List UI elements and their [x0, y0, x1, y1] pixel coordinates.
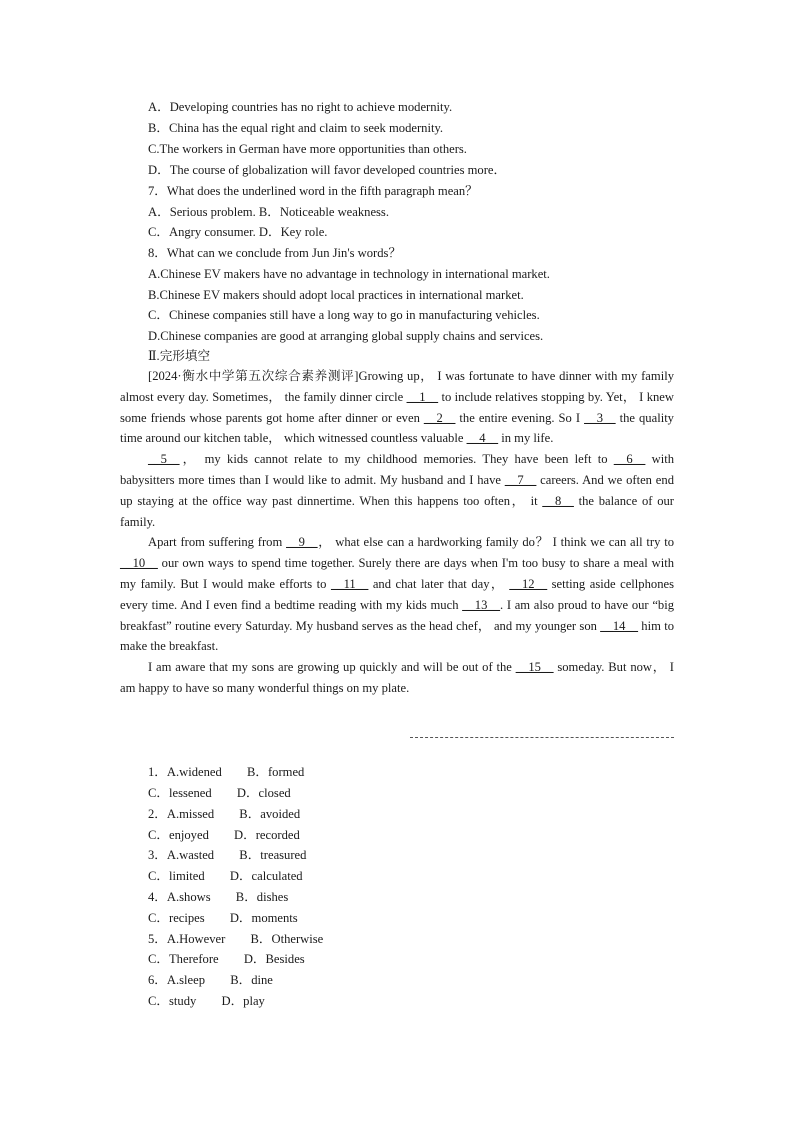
passage-text: I am aware that my sons are growing up quickly and will be out of the	[148, 660, 516, 675]
passage-text: [2024·衡水中学第五次综合素养测评]Growing up， I was fortunate to have dinner with my family almost every day. Sometimes， the family dinner circle	[120, 369, 674, 404]
cloze-option-line: 4．A.shows B．dishes	[148, 890, 289, 904]
passage-text: someday. But now， I am happy to have so many wonderful things on my plate.	[120, 660, 674, 695]
blank-7: __7__	[504, 472, 537, 487]
passage-paragraph-4	[120, 657, 674, 699]
blank-15: __15__	[515, 660, 554, 675]
question-8: 8．What can we conclude from Jun Jin's words？	[148, 246, 402, 260]
blank-5: __5__	[148, 452, 180, 467]
passage-text: with babysitters more times than I would like to admit. My husband and I have	[120, 452, 674, 487]
passage-text: and chat later that day，	[368, 576, 510, 591]
option-line: A．Developing countries has no right to achieve modernity.	[148, 100, 453, 114]
passage-text: ， what else can a hardworking family do？ I think we can all try to	[317, 535, 675, 550]
blank-3: __3__	[584, 410, 616, 425]
passage-text: setting aside cellphones every time. And I even find a bedtime reading with my kids much	[120, 576, 674, 612]
cloze-option-line: C．recipes D．moments	[148, 911, 298, 925]
option-line: C.The workers in German have more opportunities than others.	[148, 142, 467, 156]
option-line: C．Angry consumer. D．Key role.	[148, 225, 328, 239]
cloze-option-line: 1．A.widened B．formed	[148, 765, 305, 779]
blank-9: __9__	[286, 535, 318, 550]
cloze-option-line: C．study D．play	[148, 994, 265, 1008]
blank-12: __12__	[509, 576, 548, 591]
blank-14: __14__	[600, 618, 638, 633]
question-7: 7．What does the underlined word in the fifth paragraph mean？	[148, 184, 478, 198]
dashed-divider	[410, 737, 674, 738]
blank-2: __2__	[423, 410, 456, 425]
cloze-option-line: C．limited D．calculated	[148, 869, 303, 883]
blank-4: __4__	[466, 431, 499, 446]
option-line: A．Serious problem. B．Noticeable weakness.	[148, 205, 389, 219]
option-line: B.Chinese EV makers should adopt local practices in international market.	[148, 288, 524, 302]
passage-text: our own ways to spend time together. Surely there are days when I'm too busy to share a meal with my family. But I would make efforts to	[120, 556, 674, 591]
cloze-option-line: C．Therefore D．Besides	[148, 952, 305, 966]
cloze-option-line: 3．A.wasted B．treasured	[148, 848, 307, 862]
passage-text: the quality time around our kitchen table， which witnessed countless valuable	[120, 410, 674, 446]
blank-10: __10__	[120, 556, 158, 571]
cloze-option-line: C．lessened D．closed	[148, 786, 291, 800]
passage-text: in my life.	[498, 431, 554, 446]
passage-text: ， my kids cannot relate to my childhood memories. They have been left to	[179, 452, 614, 467]
passage-paragraph-1	[120, 366, 674, 449]
cloze-passage	[120, 366, 674, 699]
passage-text: the balance of our family.	[120, 493, 674, 529]
passage-text: him to make the breakfast.	[120, 618, 674, 654]
blank-6: __6__	[613, 452, 646, 467]
passage-text: Apart from suffering from	[148, 535, 287, 550]
section-title: Ⅱ.完形填空	[148, 349, 211, 363]
blank-8: __8__	[542, 493, 574, 508]
passage-text: . I am also proud to have our “big breakfast” routine every Saturday. My husband serves as the head chef， and my younger son	[120, 597, 674, 633]
cloze-option-line: 6．A.sleep B．dine	[148, 973, 273, 987]
option-line: D．The course of globalization will favor developed countries more．	[148, 163, 507, 177]
cloze-option-line: 5．A.However B．Otherwise	[148, 932, 324, 946]
passage-paragraph-2	[120, 449, 674, 532]
passage-paragraph-3	[120, 532, 674, 657]
passage-text: to include relatives stopping by. Yet， I knew some friends whose parents got home after dinner or even	[120, 389, 674, 425]
option-line: A.Chinese EV makers have no advantage in technology in international market.	[148, 267, 550, 281]
option-line: D.Chinese companies are good at arranging global supply chains and services.	[148, 329, 544, 343]
option-line: B．China has the equal right and claim to seek modernity.	[148, 121, 444, 135]
cloze-option-line: 2．A.missed B．avoided	[148, 807, 301, 821]
blank-13: __13__	[462, 597, 500, 612]
blank-1: __1__	[406, 389, 439, 404]
option-line: C．Chinese companies still have a long way to go in manufacturing vehicles.	[148, 308, 540, 322]
cloze-option-line: C．enjoyed D．recorded	[148, 828, 300, 842]
passage-text: careers. And we often end up staying at the office way past dinnertime. When this happens too often， it	[120, 472, 674, 508]
passage-text: the entire evening. So I	[455, 410, 585, 425]
blank-11: __11__	[331, 576, 369, 591]
